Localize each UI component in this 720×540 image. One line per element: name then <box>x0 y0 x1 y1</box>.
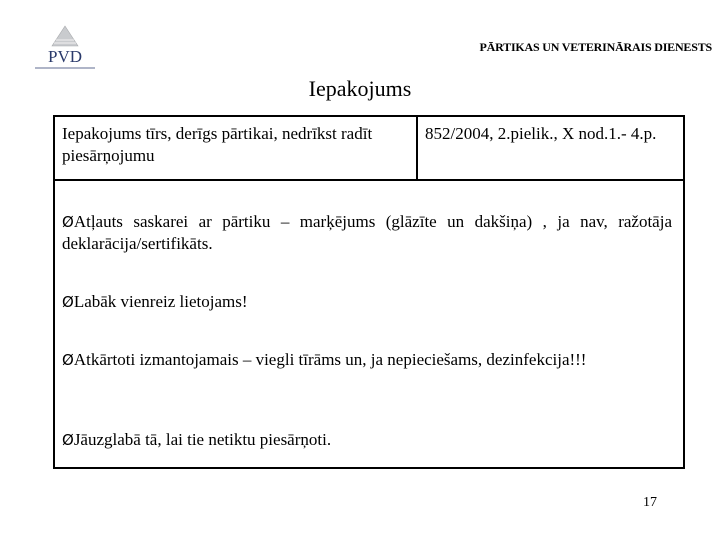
arrow-bullet-icon: Ø <box>62 293 74 311</box>
arrow-bullet-icon: Ø <box>62 351 74 369</box>
bullet-text: Atkārtoti izmantojamais – viegli tīrāms un, ja nepieciešams, dezinfekcija!!! <box>73 350 587 369</box>
arrow-bullet-icon: Ø <box>62 431 74 449</box>
bullet-item <box>62 211 672 255</box>
arrow-bullet-icon: Ø <box>62 213 74 231</box>
agency-name: PĀRTIKAS UN VETERINĀRAIS DIENESTS <box>479 40 712 54</box>
bullet-item <box>62 429 672 451</box>
bullet-text: Atļauts saskarei ar pārtiku – marķējums (glāzīte un dakšiņa) , ja nav, ražotāja deklarācija/sertifikāts. <box>62 212 672 253</box>
pvd-logo <box>30 24 100 74</box>
bullet-text: Jāuzglabā tā, lai tie netiktu piesārņoti. <box>73 430 332 449</box>
bullet-text: Labāk vienreiz lietojams! <box>73 292 248 311</box>
page-number: 17 <box>643 495 657 510</box>
reference-table <box>55 117 683 181</box>
slide-title: Iepakojums <box>308 76 412 101</box>
logo-text: PVD <box>47 47 83 66</box>
bullet-item <box>62 349 672 371</box>
regulation-reference-cell: 852/2004, 2.pielik., X nod.1.- 4.p. <box>425 124 657 143</box>
bullet-item <box>62 291 672 313</box>
content-frame <box>53 115 685 469</box>
requirement-cell: Iepakojums tīrs, derīgs pārtikai, nedrīkst radīt piesārņojumu <box>55 117 418 179</box>
